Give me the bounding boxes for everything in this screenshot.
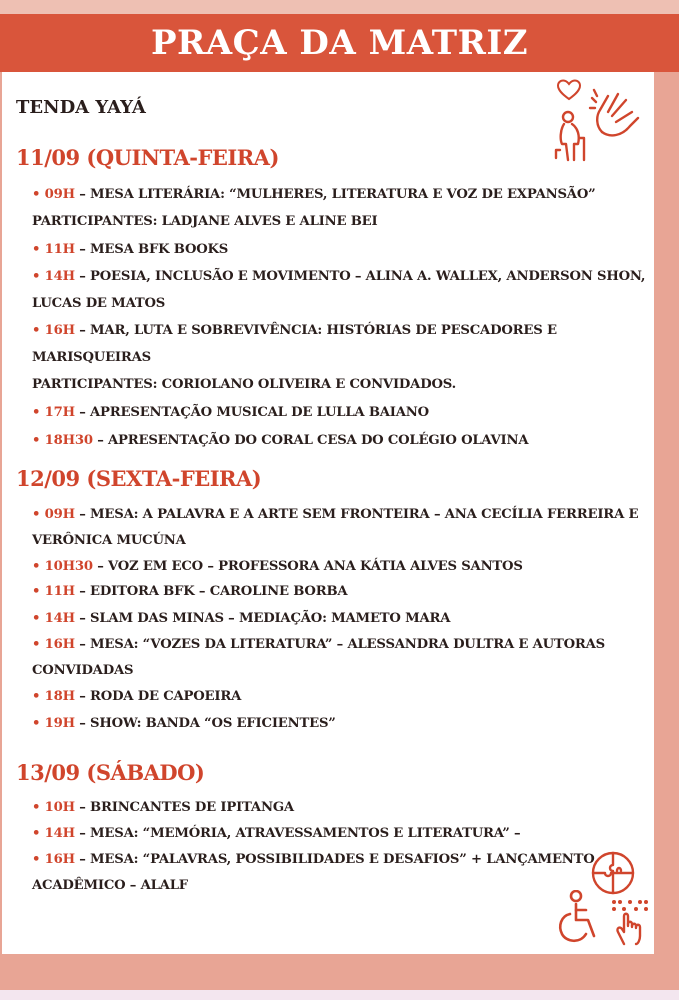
item-text: – MESA LITERÁRIA: “MULHERES, LITERATURA E VOZ DE EXPANSÃO” xyxy=(74,187,596,202)
schedule-item xyxy=(32,187,596,202)
elderly-person-icon xyxy=(552,110,592,162)
item-text: – MESA: “MEMÓRIA, ATRAVESSAMENTOS E LITERATURA” – xyxy=(74,826,521,841)
schedule-item xyxy=(32,611,450,626)
item-time: • 14H xyxy=(32,611,75,626)
wheelchair-icon xyxy=(554,890,604,946)
item-time: • 14H xyxy=(32,269,75,284)
item-time: • 16H xyxy=(32,852,75,867)
item-text: – MESA: “PALAVRAS, POSSIBILIDADES E DESAFIOS” + LANÇAMENTO xyxy=(74,852,595,867)
item-time: • 10H30 xyxy=(32,559,93,574)
item-time: • 19H xyxy=(32,716,75,731)
item-text: – POESIA, INCLUSÃO E MOVIMENTO – ALINA A. WALLEX, ANDERSON SHON, xyxy=(74,269,646,284)
item-time: • 18H xyxy=(32,689,75,704)
item-text: – MESA BFK BOOKS xyxy=(74,242,229,257)
schedule-item xyxy=(32,584,347,599)
schedule-item xyxy=(32,716,336,731)
item-time: • 17H xyxy=(32,405,75,420)
item-text: – MESA: A PALAVRA E A ARTE SEM FRONTEIRA – ANA CECÍLIA FERREIRA E xyxy=(74,507,639,522)
page-title: PRAÇA DA MATRIZ xyxy=(0,14,679,72)
item-text: – MESA: “VOZES DA LITERATURA” – ALESSANDRA DULTRA E AUTORAS xyxy=(74,637,605,652)
item-time: • 09H xyxy=(32,507,75,522)
day-title: 13/09 (SÁBADO) xyxy=(16,760,205,785)
item-time: • 14H xyxy=(32,826,75,841)
day-title: 11/09 (QUINTA-FEIRA) xyxy=(16,145,279,170)
item-time: • 16H xyxy=(32,637,75,652)
day-title: 12/09 (SEXTA-FEIRA) xyxy=(16,466,262,491)
schedule-item xyxy=(32,323,557,338)
item-text: – APRESENTAÇÃO DO CORAL CESA DO COLÉGIO OLAVINA xyxy=(92,433,529,448)
schedule-item xyxy=(32,637,605,652)
item-text: – BRINCANTES DE IPITANGA xyxy=(74,800,294,815)
bottom-border xyxy=(0,954,679,990)
braille-hand-icon xyxy=(608,896,652,948)
schedule-item-continuation: ACADÊMICO – ALALF xyxy=(32,878,188,893)
schedule-item-continuation: VERÔNICA MUCÚNA xyxy=(32,533,186,548)
item-time: • 16H xyxy=(32,323,75,338)
schedule-item xyxy=(32,852,595,867)
venue-title: TENDA YAYÁ xyxy=(16,97,146,118)
top-strip xyxy=(0,0,679,14)
schedule-item-continuation: PARTICIPANTES: CORIOLANO OLIVEIRA E CONVIDADOS. xyxy=(32,377,456,392)
schedule-item xyxy=(32,242,228,257)
item-text: – SLAM DAS MINAS – MEDIAÇÃO: MAMETO MARA xyxy=(74,611,451,626)
schedule-item xyxy=(32,689,241,704)
right-border xyxy=(654,72,679,954)
schedule-item xyxy=(32,559,523,574)
schedule-item-continuation: PARTICIPANTES: LADJANE ALVES E ALINE BEI xyxy=(32,214,378,229)
schedule-item xyxy=(32,433,528,448)
schedule-item xyxy=(32,405,429,420)
item-text: – MAR, LUTA E SOBREVIVÊNCIA: HISTÓRIAS DE PESCADORES E xyxy=(74,323,557,338)
schedule-item-continuation: CONVIDADAS xyxy=(32,663,134,678)
item-time: • 09H xyxy=(32,187,75,202)
schedule-item xyxy=(32,269,645,284)
schedule-item xyxy=(32,826,520,841)
item-time: • 11H xyxy=(32,584,75,599)
schedule-item xyxy=(32,507,638,522)
heart-icon xyxy=(556,78,582,102)
item-time: • 18H30 xyxy=(32,433,93,448)
schedule-item xyxy=(32,800,294,815)
item-text: – VOZ EM ECO – PROFESSORA ANA KÁTIA ALVES SANTOS xyxy=(92,559,523,574)
item-text: – APRESENTAÇÃO MUSICAL DE LULLA BAIANO xyxy=(74,405,429,420)
item-text: – RODA DE CAPOEIRA xyxy=(74,689,242,704)
item-text: – SHOW: BANDA “OS EFICIENTES” xyxy=(74,716,336,731)
sign-language-hand-icon xyxy=(588,88,646,140)
item-time: • 11H xyxy=(32,242,75,257)
item-time: • 10H xyxy=(32,800,75,815)
item-text: – EDITORA BFK – CAROLINE BORBA xyxy=(74,584,348,599)
bottom-strip xyxy=(0,990,679,1000)
schedule-item-continuation: MARISQUEIRAS xyxy=(32,350,152,365)
schedule-item-continuation: LUCAS DE MATOS xyxy=(32,296,166,311)
